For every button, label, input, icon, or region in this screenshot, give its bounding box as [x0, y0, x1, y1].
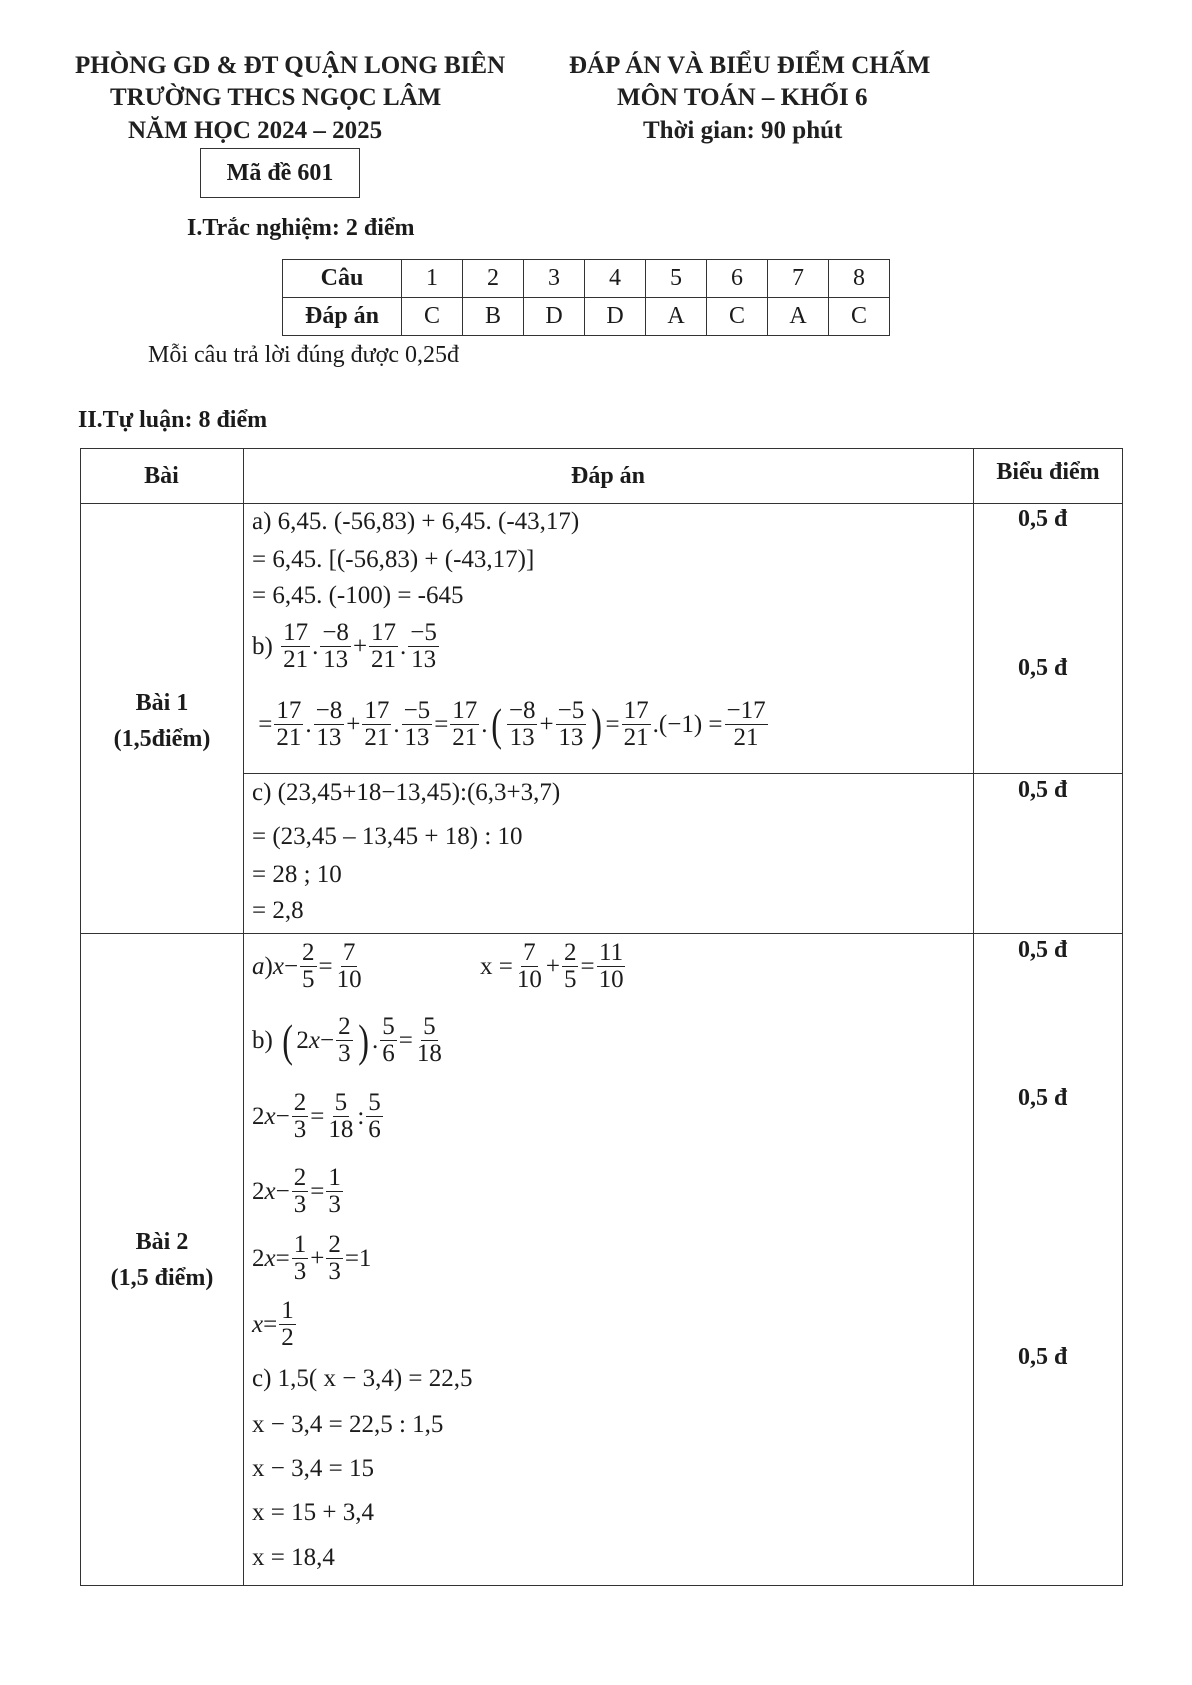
- bai2-b-step2: 2 x − $\frac{2}{3}$ = $\frac{1}{3}$: [252, 1164, 341, 1219]
- bai1-a-line1: a) 6,45. (-56,83) + 6,45. (-43,17): [252, 508, 580, 535]
- bai1-points: (1,5điểm): [113, 726, 211, 752]
- bai2-c-line2: x − 3,4 = 22,5 : 1,5: [252, 1411, 444, 1438]
- column-header-bai: Bài: [144, 463, 179, 489]
- bai2-c-line3: x − 3,4 = 15: [252, 1455, 374, 1482]
- exam-code-box: Mã đề 601: [200, 148, 360, 198]
- school-year: NĂM HỌC 2024 – 2025: [128, 117, 383, 144]
- bai1-c-line3: = 28 ; 10: [252, 861, 342, 888]
- scoring-note: Mỗi câu trả lời đúng được 0,25đ: [148, 342, 460, 368]
- column-divider: [973, 448, 974, 1586]
- bai1-label: [82, 685, 242, 757]
- bai1-name: Bài 1: [135, 690, 189, 716]
- department-name: PHÒNG GD & ĐT QUẬN LONG BIÊN: [75, 52, 506, 79]
- bai2-c-line5: x = 18,4: [252, 1544, 335, 1571]
- question-number: 1: [402, 260, 463, 298]
- bai1-c-line2: = (23,45 – 13,45 + 18) : 10: [252, 823, 523, 850]
- question-number: 8: [829, 260, 890, 298]
- bai2-label: [82, 1224, 242, 1296]
- question-number: 5: [646, 260, 707, 298]
- school-name: TRƯỜNG THCS NGỌC LÂM: [110, 84, 442, 111]
- answer-label: Đáp án: [283, 298, 402, 336]
- exam-duration: Thời gian: 90 phút: [643, 117, 843, 144]
- score-bai1-c: 0,5 đ: [1018, 777, 1068, 803]
- bai1-b-expression: b) $\frac{17}{21}$ . $\frac{-8}{13}$ + $\frac{17}{21}$ . $\frac{-5}{13}$: [252, 619, 437, 674]
- question-number: 2: [463, 260, 524, 298]
- bai1-a-line2: = 6,45. [(-56,83) + (-43,17)]: [252, 546, 535, 573]
- header-divider: [80, 503, 1123, 504]
- question-number: 6: [707, 260, 768, 298]
- bai2-a-solution: x = $\frac{7}{10}$ + $\frac{2}{5}$ = $\frac{11}{10}$: [480, 939, 624, 994]
- bai1-c-line4: = 2,8: [252, 897, 304, 924]
- bai1-a-line3: = 6,45. (-100) = -645: [252, 582, 464, 609]
- score-bai2-a: 0,5 đ: [1018, 937, 1068, 963]
- document-title: ĐÁP ÁN VÀ BIỂU ĐIỂM CHẤM: [569, 52, 931, 79]
- bai1-c-line1: c) (23,45+18−13,45):(6,3+3,7): [252, 779, 561, 806]
- column-header-dap-an: Đáp án: [570, 463, 646, 489]
- question-number: 7: [768, 260, 829, 298]
- essay-table: [80, 448, 1123, 1586]
- column-divider: [243, 448, 244, 1586]
- bai2-b-equation: b) ( 2 x − $\frac{2}{3}$ ) . $\frac{5}{6}$ = $\frac{5}{18}$: [252, 1013, 442, 1068]
- answer-cell: C: [402, 298, 463, 336]
- answer-cell: A: [646, 298, 707, 336]
- bai2-points: (1,5 điểm): [110, 1265, 214, 1291]
- answer-cell: C: [707, 298, 768, 336]
- bai1-b-solution: = $\frac{17}{21}$ . $\frac{-8}{13}$ + $\frac{17}{21}$ . $\frac{-5}{13}$ = $\frac{17}{21}$ . ( $\frac{-8}{13}$ + $\frac{-5}{13}$ ) = $\frac{17}{21}$ .(−1) = $\frac{-17}{21}$: [252, 697, 766, 752]
- section2-title: II.Tự luận: 8 điểm: [78, 407, 268, 433]
- row-divider: [243, 773, 1123, 774]
- row-divider: [80, 933, 1123, 934]
- bai2-c-line1: c) 1,5( x − 3,4) = 22,5: [252, 1365, 473, 1392]
- score-bai1-b: 0,5 đ: [1018, 655, 1068, 681]
- answer-cell: D: [585, 298, 646, 336]
- column-header-bieu-diem: Biểu điểm: [996, 459, 1100, 485]
- question-label: Câu: [283, 260, 402, 298]
- bai2-b-step3: 2 x = $\frac{1}{3}$ + $\frac{2}{3}$ =1: [252, 1231, 372, 1286]
- question-number: 3: [524, 260, 585, 298]
- bai2-b-result: x = $\frac{1}{2}$: [252, 1297, 294, 1352]
- bai2-name: Bài 2: [135, 1229, 189, 1255]
- section1-title: I.Trắc nghiệm: 2 điểm: [187, 215, 415, 241]
- score-bai2-c: 0,5 đ: [1018, 1344, 1068, 1370]
- bai2-a-equation: a ) x − $\frac{2}{5}$ = $\frac{7}{10}$: [252, 939, 362, 994]
- bai2-c-line4: x = 15 + 3,4: [252, 1499, 374, 1526]
- answer-cell: A: [768, 298, 829, 336]
- question-row: [283, 260, 890, 298]
- answer-cell: C: [829, 298, 890, 336]
- question-number: 4: [585, 260, 646, 298]
- score-bai1-a: 0,5 đ: [1018, 506, 1068, 532]
- subject-grade: MÔN TOÁN – KHỐI 6: [617, 84, 868, 111]
- score-bai2-b: 0,5 đ: [1018, 1085, 1068, 1111]
- bai2-b-step1: 2 x − $\frac{2}{3}$ = $\frac{5}{18}$ : $\frac{5}{6}$: [252, 1089, 381, 1144]
- answer-row: [283, 298, 890, 336]
- answer-cell: B: [463, 298, 524, 336]
- answer-cell: D: [524, 298, 585, 336]
- multiple-choice-table: [282, 259, 890, 336]
